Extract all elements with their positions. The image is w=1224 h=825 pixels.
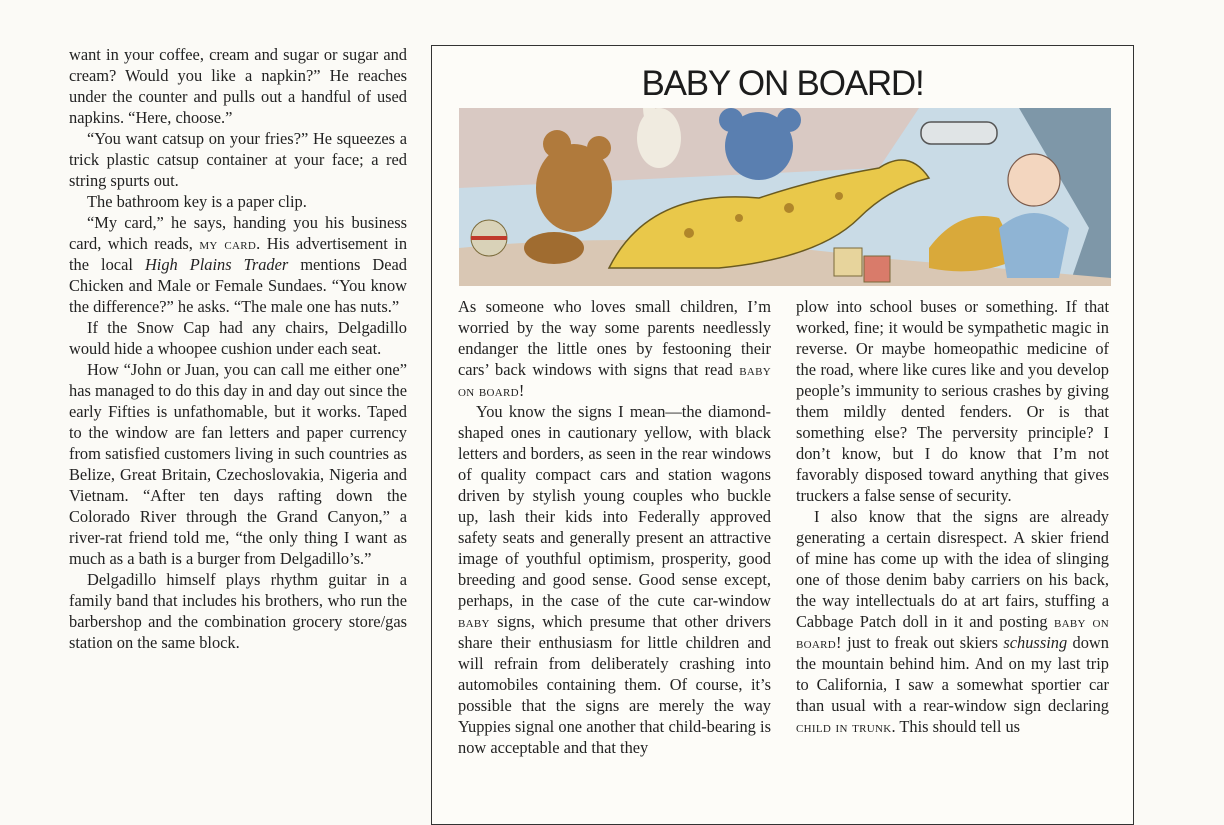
article-headline: BABY ON BOARD! [641,64,924,103]
paragraph [69,317,407,359]
article-column-1 [458,296,771,758]
paragraph [69,191,407,212]
small-caps-text: my card [199,234,257,253]
text-run: “You want catsup on your fries?” He squeezes a trick plastic catsup container at your face; a red string spurts out. [69,129,407,190]
text-run: How “John or Juan, you can call me either one” has managed to do this day in and day out since the early Fifties is unfathomable, but it works. Taped to the window are fan letters and paper currency from satisfied customers living in such countries as Belize, Great Britain, Czechoslovakia, Nigeria and Vietnam. “After ten days rafting down the Colorado River through the Grand Canyon,” a river-rat friend told me, “the only thing I want as much as a bath is a burger from Delgadillo’s.” [69,360,407,568]
paragraph [796,296,1109,506]
publication-title: High Plains Trader [144,255,289,274]
text-run: mentions Dead Chicken and Male or Female Sundaes. “You know the difference?” he asks. “The male one has nuts.” [69,255,408,316]
text-run: The bathroom key is a paper clip. [87,192,307,211]
text-run: . His advertisement in the local [69,234,408,274]
text-run: Delgadillo himself plays rhythm guitar in a family band that includes his brothers, who run the barbershop and the combination grocery store/gas station on the same block. [69,570,407,652]
article-box [431,45,1134,825]
paragraph [796,506,1109,737]
small-caps-text: baby on board! [796,612,1109,652]
text-run: If the Snow Cap had any chairs, Delgadillo would hide a whoopee cushion under each seat. [69,318,407,358]
small-caps-text: baby on board! [458,360,771,400]
small-caps-text: baby [458,612,490,631]
small-caps-text: child in trunk [796,717,892,736]
paragraph [69,359,407,569]
left-column-text [69,44,407,653]
text-run: I also know that the signs are already generating a certain disrespect. A skier friend of mine has come up with the idea of slinging one of those denim baby carriers on his back, the way intellectuals do at art fairs, stuffing a Cabbage Patch doll in it and posting [796,507,1109,631]
emphasis-text: schussing [1003,633,1068,652]
paragraph [458,401,771,758]
text-run: You know the signs I mean—the diamond-shaped ones in cautionary yellow, with black letters and borders, as seen in the rear windows of quality compact cars and station wagons driven by stylish young couples who buckle up, lash their kids into Federally approved safety seats and generally present an attractive image of youthful optimism, prosperity, good breeding and good sense. Good sense except, perhaps, in the case of the cute car-window [458,402,771,610]
text-run: . This should tell us [891,717,1021,736]
article-column-2 [796,296,1109,737]
article-illustration [459,108,1111,286]
text-run: signs, which presume that other drivers share their enthusiasm for little children and will refrain from deliberately crashing into automobiles containing them. Of course, it’s possible that the signs are merely the way Yuppies signal one another that child-bearing is now acceptable and that they [458,612,772,757]
paragraph [69,44,407,128]
paragraph [69,212,407,317]
paragraph [69,128,407,191]
text-run: want in your coffee, cream and sugar or sugar and cream? Would you like a napkin?” He reaches under the counter and pulls out a handful of used napkins. “Here, choose.” [69,45,407,127]
text-run: As someone who loves small children, I’m worried by the way some parents needlessly endanger the little ones by festooning their cars’ back windows with signs that read [458,297,771,379]
text-run: just to freak out skiers [847,633,998,652]
paragraph [458,296,771,401]
text-run: down the mountain behind him. And on my last trip to California, I saw a somewhat sportier car than usual with a rear-window sign declaring [796,633,1109,715]
car-window-illustration [459,108,1111,286]
text-run: “My card,” he says, handing you his business card, which reads, [69,213,407,253]
text-run: plow into school buses or something. If that worked, fine; it would be sympathetic magic in reverse. Or maybe homeopathic medicine of the road, where like cures like and you develop people’s immunity to serious crashes by giving them mildly dented fenders. Or is that something else? The perversity principle? I don’t know, but I do know that I’m not favorably disposed toward anything that gives truckers a false sense of security. [796,297,1109,505]
paragraph [69,569,407,653]
